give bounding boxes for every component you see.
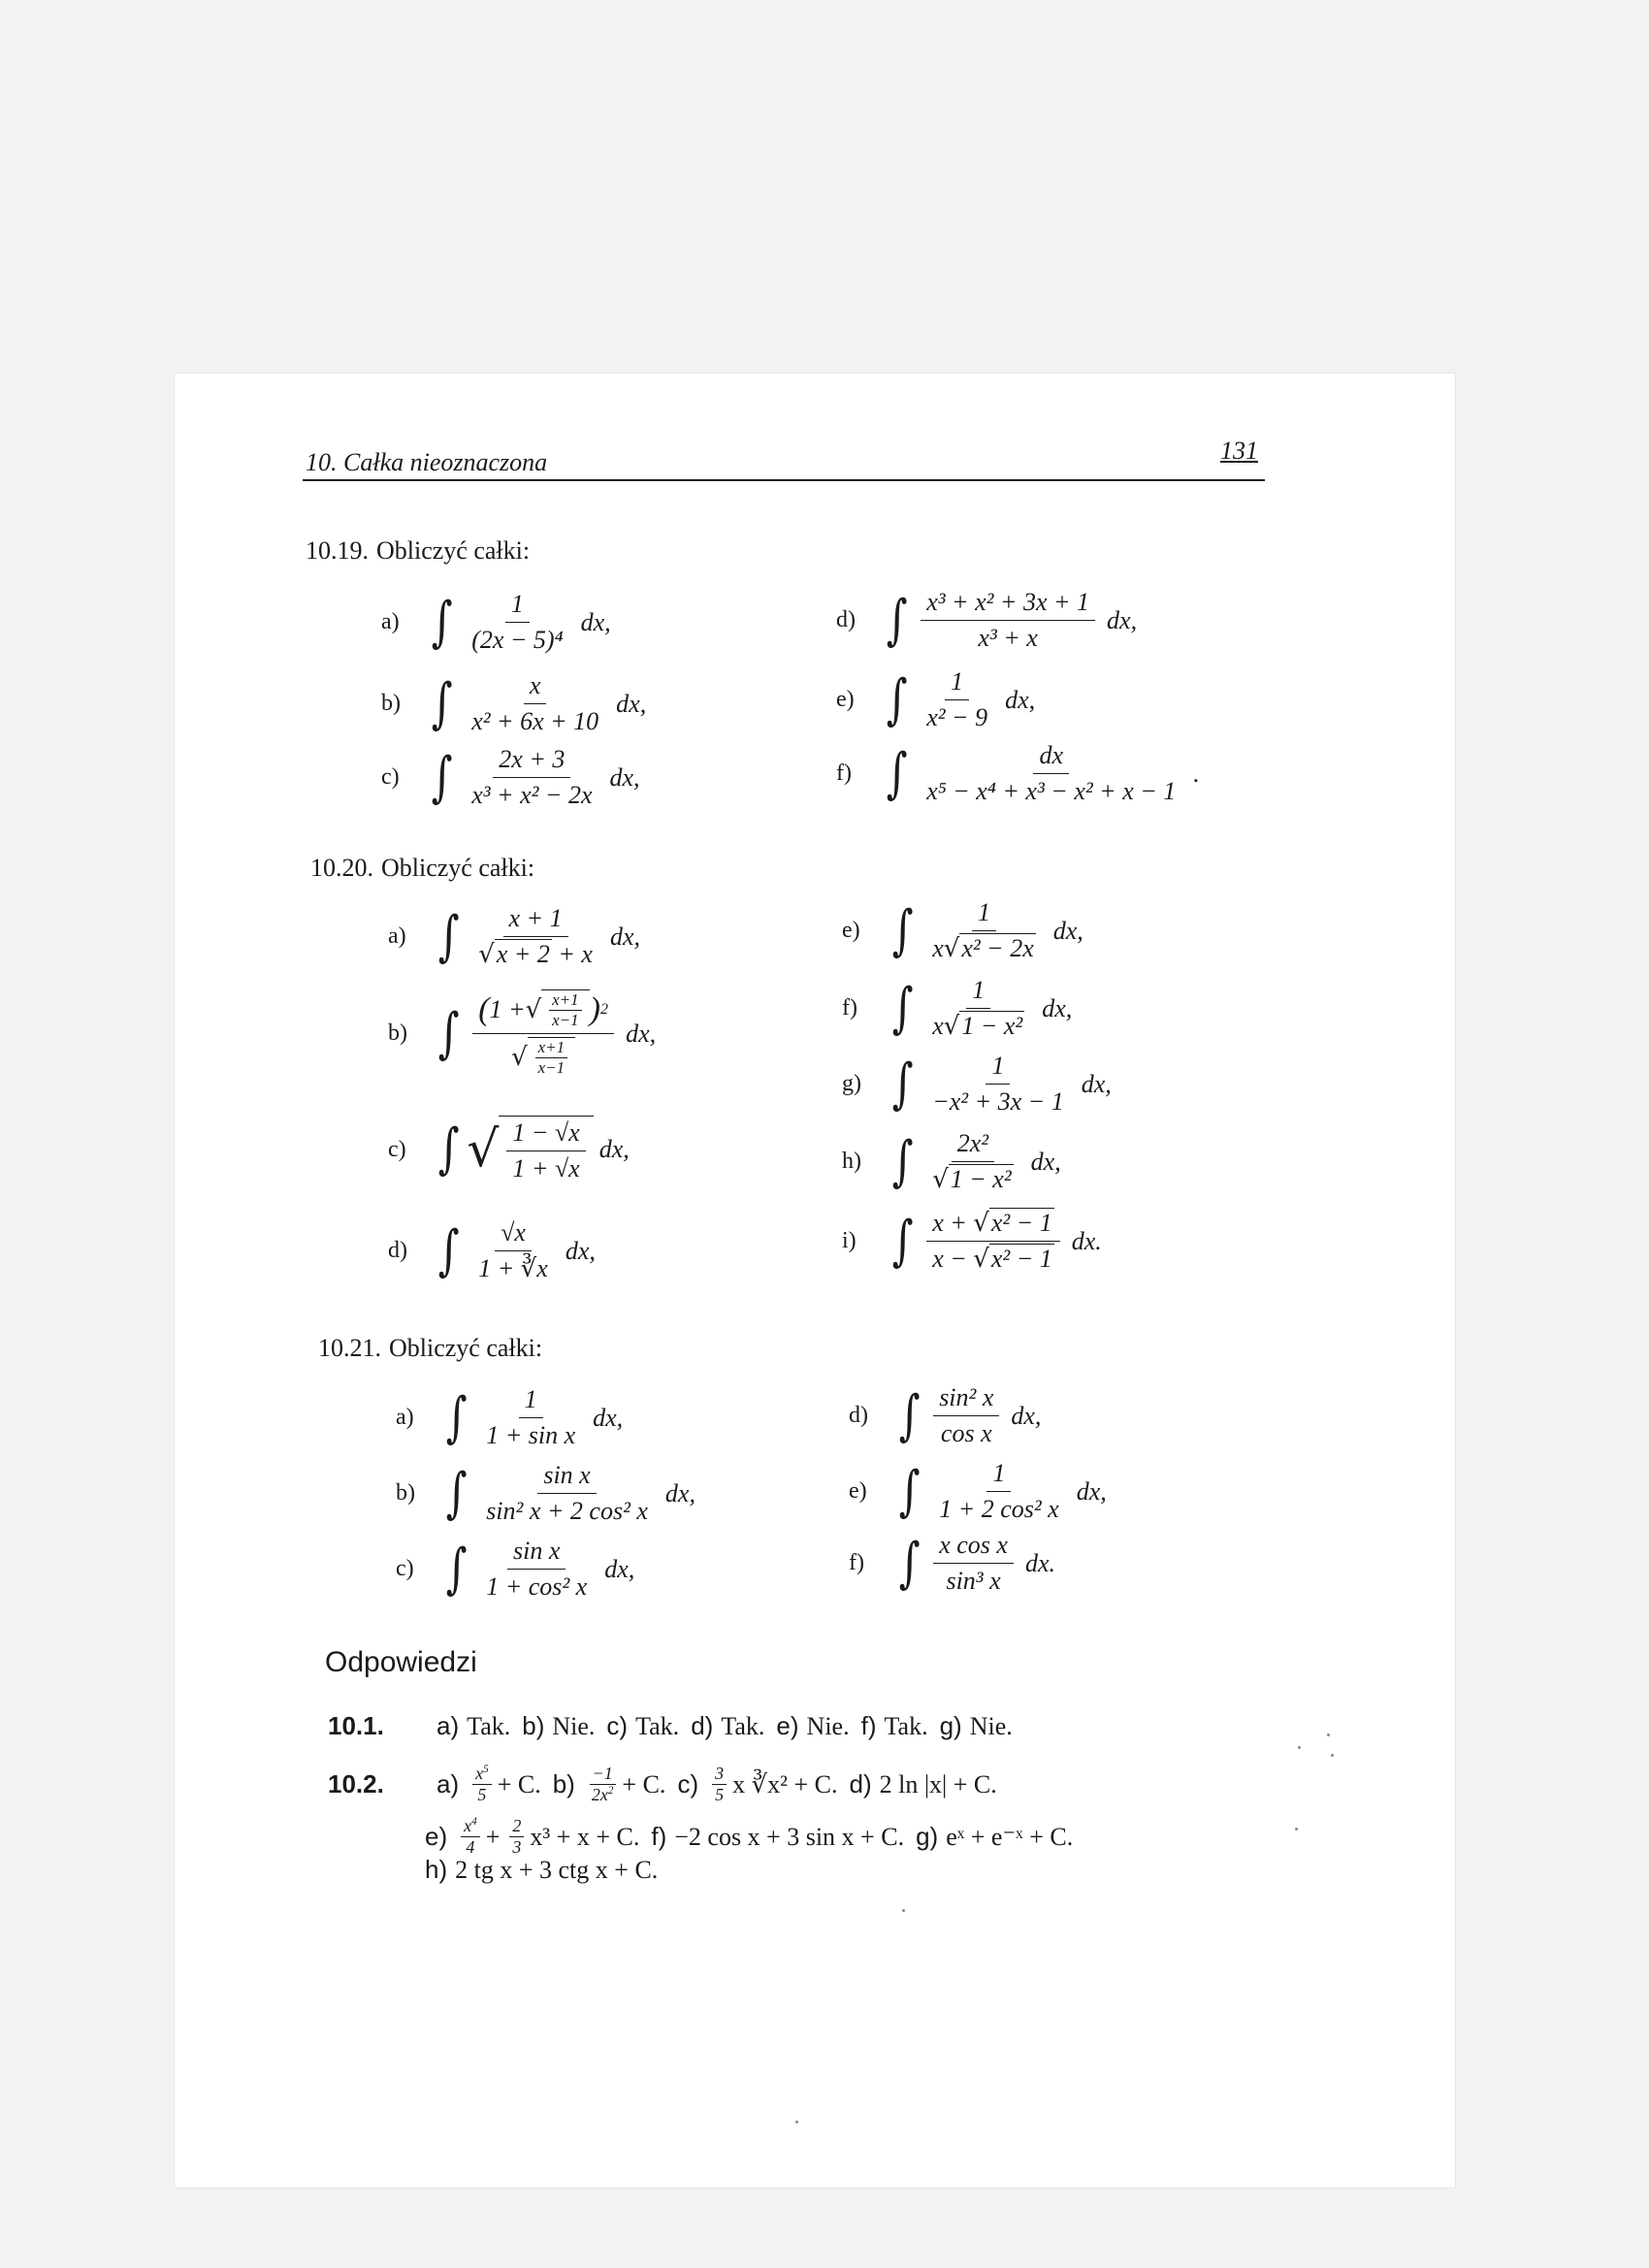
numerator: sin x — [507, 1537, 566, 1570]
answer-10-2-line-3 — [425, 1855, 658, 1885]
item-label: c) — [388, 1136, 406, 1162]
page-number: 131 — [1220, 437, 1258, 465]
integral-sign: ∫ — [445, 1385, 468, 1449]
item-label: b) — [396, 1480, 415, 1506]
integral-10-21-a — [396, 1385, 623, 1450]
answer-label: c) — [606, 1711, 629, 1740]
item-label: a) — [381, 609, 400, 634]
integral-10-19-f — [836, 741, 1200, 806]
denominator-factor: x — [932, 1012, 944, 1040]
answer-value: Tak. — [635, 1711, 680, 1740]
answer-label: a) — [436, 1711, 460, 1740]
denominator: x³ + x² − 2x — [471, 781, 593, 809]
fraction — [921, 667, 993, 732]
answer-label: f) — [651, 1822, 667, 1851]
numerator: ( 1 + √ $\frac{x+1}{x-1}$ ) 2 — [472, 989, 614, 1034]
answer-value: Nie. — [806, 1711, 850, 1740]
item-label: f) — [842, 995, 857, 1021]
integral-10-20-h — [842, 1129, 1061, 1194]
integral-sign: ∫ — [431, 671, 453, 735]
answer-label: b) — [522, 1711, 545, 1740]
exercise-instruction: Obliczyć całki: — [376, 536, 531, 565]
integral-sign: ∫ — [431, 590, 453, 654]
integral-10-20-c: c) ∫ √ $\frac{1 - √x}{1 + √x}$ dx, — [388, 1118, 630, 1183]
integral-10-20-i — [842, 1209, 1102, 1274]
denominator: 1 + ∛x — [478, 1254, 548, 1282]
scan-speck — [1327, 1733, 1330, 1736]
exercise-10-20-heading — [310, 854, 534, 883]
integral-sign: ∫ — [886, 741, 908, 805]
differential: dx, — [598, 1135, 630, 1163]
fraction: $\frac{-1}{2x^2}$ — [589, 1764, 617, 1805]
integral-10-21-d — [849, 1383, 1041, 1448]
integral-10-21-e — [849, 1459, 1107, 1524]
answer-number: 10.2. — [328, 1769, 384, 1798]
answer-value: 2 tg x + 3 ctg x + C. — [455, 1855, 659, 1884]
fraction — [466, 590, 568, 655]
answer-value: Nie. — [552, 1711, 596, 1740]
item-label: d) — [388, 1238, 407, 1263]
answer-label: g) — [939, 1711, 962, 1740]
answer-10-2-line-2: e) $\frac{x^4}{4}$ + $\frac{2}{3}$ x³ + x + C. f) −2 cos x + 3 sin x + C. g) eˣ + e⁻ˣ + C. — [425, 1816, 1074, 1857]
integral-sign: ∫ — [431, 745, 453, 809]
integral-10-20-d — [388, 1218, 596, 1283]
exercise-number: 10.19. — [306, 536, 369, 565]
differential: dx, — [626, 1019, 657, 1048]
denominator: x³ + x — [978, 624, 1038, 652]
differential: dx, — [1005, 685, 1036, 714]
fraction — [466, 745, 598, 810]
integral-10-21-c — [396, 1537, 634, 1602]
fraction — [926, 1129, 1018, 1194]
integral-sign: ∫ — [886, 667, 908, 731]
denominator: x√x² − 2x — [932, 934, 1034, 963]
integral-sign: ∫ — [445, 1461, 468, 1525]
differential: dx, — [609, 762, 640, 792]
denominator: x² + 6x + 10 — [471, 707, 599, 735]
numerator: 1 — [966, 976, 990, 1009]
item-label: d) — [849, 1403, 868, 1428]
differential: dx, — [1107, 605, 1138, 634]
numerator: 2x + 3 — [493, 745, 570, 778]
differential: dx, — [565, 1236, 596, 1265]
radicand: 1 − x² — [950, 1165, 1012, 1193]
fraction — [926, 1209, 1060, 1274]
differential: . — [1193, 759, 1200, 788]
numerator: dx — [1033, 741, 1069, 774]
integral-10-21-b — [396, 1461, 695, 1526]
item-label: a) — [388, 923, 406, 949]
answer-value: x ∛x² + C. — [732, 1769, 838, 1798]
exercise-10-21-heading — [318, 1334, 542, 1363]
numerator: 1 — [945, 667, 969, 700]
fraction — [480, 1461, 654, 1526]
item-label: e) — [849, 1478, 867, 1504]
fraction — [933, 1531, 1014, 1596]
fraction: $\frac{2}{3}$ — [509, 1816, 524, 1858]
fraction — [926, 1052, 1070, 1117]
denominator: sin² x + 2 cos² x — [486, 1497, 648, 1525]
denominator: cos x — [940, 1419, 992, 1447]
integral-sign: ∫ — [886, 588, 908, 652]
denominator: (2x − 5)⁴ — [471, 626, 564, 654]
integral-sign: ∫ — [891, 1052, 914, 1116]
answer-value: Tak. — [721, 1711, 765, 1740]
answer-value: −2 cos x + 3 sin x + C. — [674, 1822, 905, 1851]
numerator: sin² x — [933, 1383, 999, 1416]
item-label: e) — [836, 687, 855, 712]
answer-label: c) — [677, 1769, 699, 1798]
answer-value: Nie. — [969, 1711, 1013, 1740]
integral-sign: ∫ — [445, 1537, 468, 1601]
item-label: f) — [836, 761, 852, 786]
numerator: x³ + x² + 3x + 1 — [921, 588, 1095, 621]
numerator: 1 — [505, 590, 530, 623]
answer-label: d) — [849, 1769, 872, 1798]
denominator-rest: + x — [551, 940, 593, 968]
answer-label: b) — [552, 1769, 575, 1798]
integral-10-19-e — [836, 667, 1035, 732]
radicand: x² − 2x — [961, 934, 1034, 962]
denominator: x⁵ − x⁴ + x³ − x² + x − 1 — [926, 777, 1177, 805]
denominator-factor: x — [932, 934, 944, 962]
differential: dx, — [593, 1403, 624, 1432]
item-label: f) — [849, 1550, 864, 1575]
integral-sign: ∫ — [437, 1001, 460, 1065]
fraction — [472, 989, 614, 1078]
item-label: b) — [381, 691, 401, 716]
answer-label: f) — [860, 1711, 877, 1740]
answer-value: eˣ + e⁻ˣ + C. — [946, 1822, 1074, 1851]
differential: dx, — [616, 689, 647, 718]
denominator: −x² + 3x − 1 — [932, 1087, 1064, 1116]
fraction — [480, 1385, 581, 1450]
answer-value: Tak. — [884, 1711, 928, 1740]
radicand: x² − 1 — [990, 1245, 1052, 1273]
integral-sign: ∫ — [891, 898, 914, 962]
integral-sign: ∫ — [891, 1129, 914, 1193]
radicand: x + 2 — [496, 940, 550, 968]
integral-10-19-a — [381, 590, 611, 655]
integral-10-19-d — [836, 588, 1137, 653]
differential: dx, — [664, 1478, 695, 1507]
integral-10-21-f — [849, 1531, 1055, 1596]
paper-sheet — [175, 373, 1455, 2187]
differential: dx, — [604, 1554, 635, 1583]
integral-10-20-e — [842, 898, 1083, 963]
integral-10-20-b — [388, 989, 656, 1078]
integral-10-20-a — [388, 904, 640, 969]
scan-speck — [1331, 1754, 1334, 1757]
answer-label: e) — [776, 1711, 799, 1740]
fraction — [926, 976, 1030, 1041]
item-label: b) — [388, 1021, 407, 1046]
integral-sign: ∫ — [891, 1209, 914, 1273]
denominator: x√1 − x² — [932, 1012, 1023, 1041]
denominator: sin³ x — [946, 1567, 1001, 1595]
fraction — [472, 1218, 554, 1283]
differential: dx, — [1030, 1147, 1061, 1176]
differential: dx, — [1081, 1069, 1112, 1098]
numerator: √x — [495, 1218, 532, 1251]
differential: dx, — [609, 922, 640, 951]
scan-speck — [902, 1909, 905, 1912]
fraction: $\frac{x^5}{5}$ — [472, 1764, 492, 1805]
scan-speck — [1295, 1828, 1298, 1831]
numerator: x + 1 — [503, 904, 568, 937]
item-label: a) — [396, 1405, 414, 1430]
denominator: x² − 9 — [926, 703, 988, 731]
fraction — [480, 1537, 593, 1602]
integral-10-20-g — [842, 1052, 1112, 1117]
exercise-instruction: Obliczyć całki: — [381, 854, 535, 882]
differential: dx, — [1052, 916, 1083, 945]
denominator: 1 + 2 cos² x — [939, 1495, 1059, 1523]
answer-10-2-line-1 — [328, 1764, 997, 1805]
numerator: 1 — [972, 898, 996, 931]
integral-sign: ∫ — [437, 904, 460, 968]
denominator: √1 − x² — [932, 1165, 1012, 1194]
differential: dx, — [1076, 1476, 1107, 1506]
integral-sign: ∫ — [898, 1383, 921, 1447]
numerator: x + √x² − 1 — [926, 1209, 1060, 1242]
fraction — [933, 1383, 999, 1448]
item-label: c) — [381, 764, 400, 790]
numerator: x cos x — [933, 1531, 1014, 1564]
answer-label: d) — [691, 1711, 714, 1740]
numerator: 1 — [519, 1385, 543, 1418]
numerator: 2x² — [952, 1129, 994, 1162]
integral-sign: ∫ — [898, 1531, 921, 1595]
radicand: 1 − x² — [961, 1012, 1023, 1040]
exercise-number: 10.20. — [310, 854, 373, 882]
answer-label: a) — [436, 1769, 460, 1798]
exercise-instruction: Obliczyć całki: — [389, 1334, 543, 1362]
integral-sign: ∫ — [437, 1218, 460, 1282]
fraction — [921, 588, 1095, 653]
differential: dx. — [1024, 1548, 1055, 1577]
fraction — [472, 904, 598, 969]
answer-10-1 — [328, 1711, 1013, 1741]
answer-label: g) — [916, 1822, 939, 1851]
numerator-term: x + — [932, 1209, 974, 1237]
answer-number: 10.1. — [328, 1711, 384, 1740]
fraction — [921, 741, 1181, 806]
item-label: g) — [842, 1071, 861, 1096]
item-label: e) — [842, 918, 860, 943]
integral-sign: ∫ — [898, 1459, 921, 1523]
denominator: 1 + √x — [512, 1154, 580, 1183]
answer-value: Tak. — [467, 1711, 511, 1740]
radicand: x² − 1 — [990, 1209, 1052, 1237]
numerator: 1 — [986, 1459, 1011, 1492]
item-label: h) — [842, 1149, 861, 1174]
fraction — [933, 1459, 1065, 1524]
differential: dx. — [1071, 1226, 1102, 1255]
fraction: $\frac{3}{5}$ — [712, 1764, 727, 1805]
answer-value: + C. — [622, 1769, 666, 1798]
answer-label: e) — [425, 1822, 448, 1851]
denominator: x − √x² − 1 — [932, 1245, 1052, 1274]
denominator: √ $\frac{x+1}{x-1}$ — [505, 1034, 581, 1078]
numerator: 1 − √x — [506, 1118, 585, 1151]
scan-speck — [1298, 1746, 1301, 1749]
answer-label: h) — [425, 1855, 448, 1884]
integral-10-19-c — [381, 745, 640, 810]
integral-sign: ∫ — [891, 976, 914, 1040]
running-title: 10. Całka nieoznaczona — [306, 448, 548, 476]
denominator: 1 + cos² x — [486, 1572, 588, 1601]
item-label: d) — [836, 607, 856, 632]
numerator: x — [524, 671, 547, 704]
exercise-10-19-heading — [306, 536, 530, 566]
answer-value: x³ + x + C. — [530, 1822, 640, 1851]
differential: dx, — [580, 607, 611, 636]
integral-10-20-f — [842, 976, 1072, 1041]
header-rule — [303, 479, 1265, 481]
fraction — [926, 898, 1042, 963]
denominator: √x + 2 + x — [478, 940, 593, 969]
numerator: 1 — [986, 1052, 1010, 1085]
scan-speck — [795, 2121, 798, 2123]
denominator: 1 + sin x — [486, 1421, 576, 1449]
differential: dx, — [1011, 1401, 1042, 1430]
differential: dx, — [1042, 993, 1073, 1022]
denominator-term: x − — [932, 1245, 974, 1273]
item-label: c) — [396, 1556, 414, 1581]
fraction: $\frac{x^4}{4}$ — [461, 1816, 480, 1858]
numerator: sin x — [537, 1461, 596, 1494]
fraction — [506, 1118, 585, 1183]
integral-sign: ∫ — [437, 1118, 460, 1181]
integral-10-19-b — [381, 671, 646, 736]
answers-heading: Odpowiedzi — [325, 1646, 477, 1678]
answer-value: + C. — [497, 1769, 541, 1798]
fraction — [466, 671, 604, 736]
exercise-number: 10.21. — [318, 1334, 381, 1362]
item-label: i) — [842, 1228, 857, 1253]
answer-value: 2 ln |x| + C. — [879, 1769, 997, 1798]
